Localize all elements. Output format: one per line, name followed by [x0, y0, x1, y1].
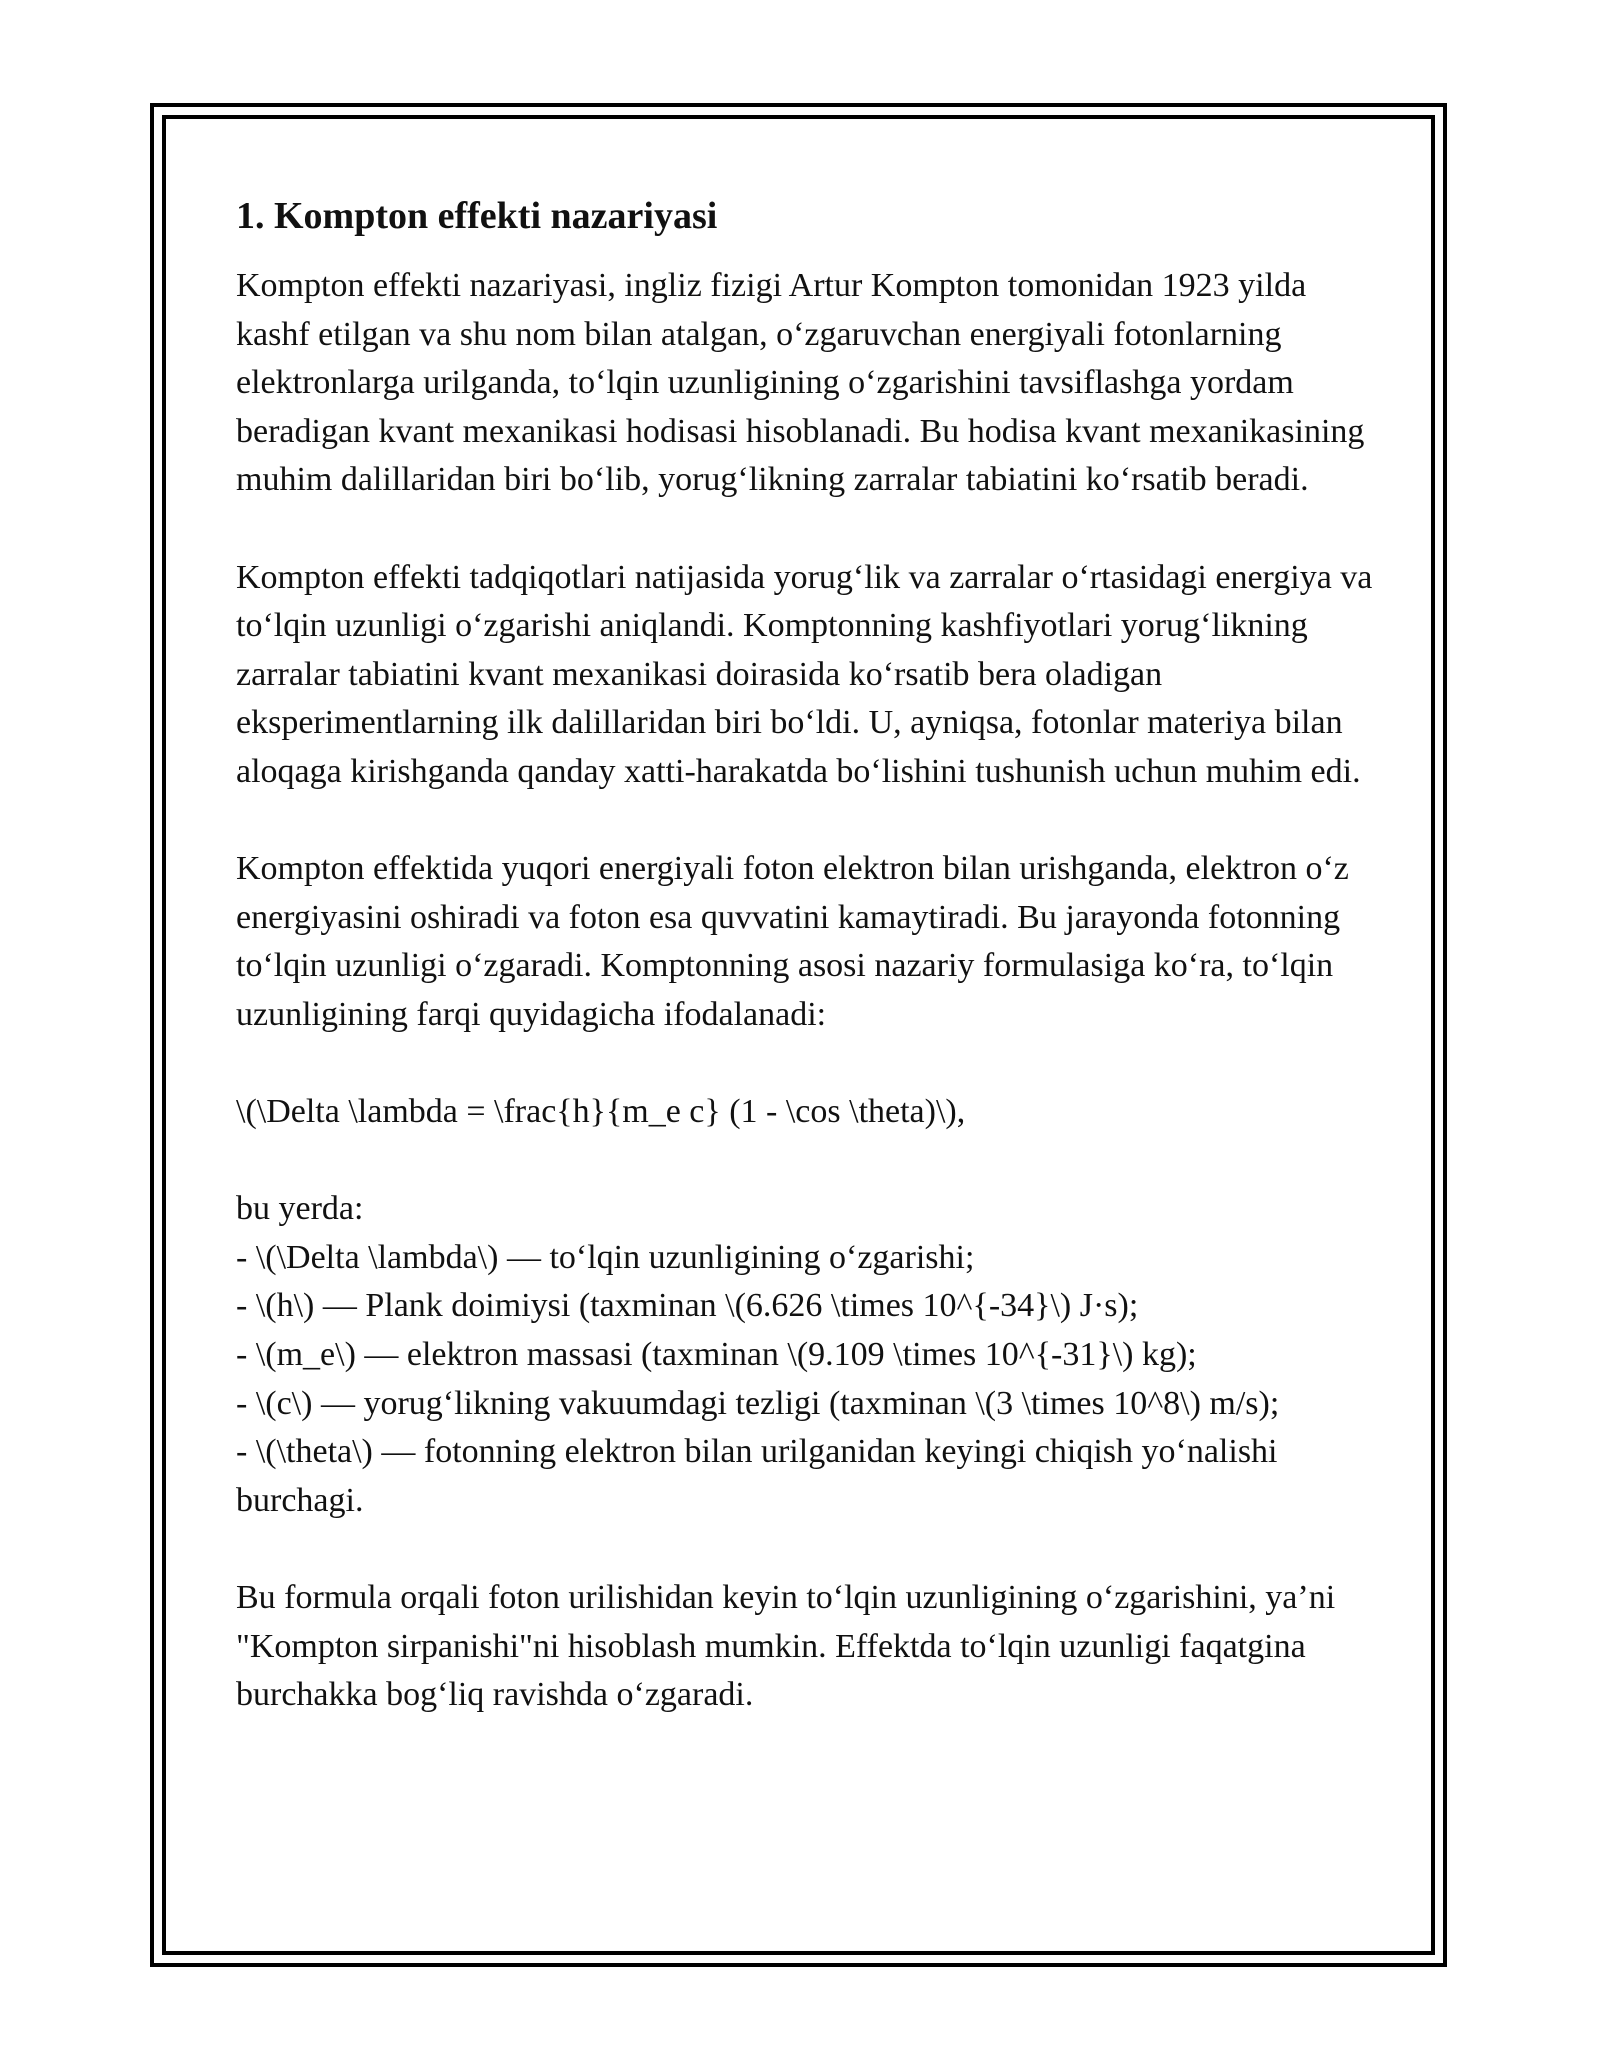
- paragraph-conclusion: Bu formula orqali foton urilishidan keyin to‘lqin uzunligining o‘zgarishini, ya’ni "Kompton sirpanishi"ni hisoblash mumkin. Effektda to‘lqin uzunligi faqatgina burchakka bog‘liq ravishda o‘zgaradi.: [236, 1579, 1336, 1714]
- paragraph-research: Kompton effekti tadqiqotlari natijasida yorug‘lik va zarralar o‘rtasidagi energiya va to‘lqin uzunligi o‘zgarishi aniqlandi. Komptonning kashfiyotlari yorug‘likning zarralar tabiatini kvant mexanikasi doirasida ko‘rsatib bera oladigan eksperimentlarning ilk dalillaridan biri bo‘ldi. U, ayniqsa, fotonlar materiya bilan aloqaga kirishganda qanday xatti-harakatda bo‘lishini tushunish uchun muhim edi.: [236, 558, 1373, 790]
- definition-item: - \(m_e\) — elektron massasi (taxminan \(9.109 \times 10^{-31}\) kg);: [236, 1336, 1197, 1374]
- document-body: [236, 188, 1386, 1720]
- paragraph-intro: Kompton effekti nazariyasi, ingliz fizigi Artur Kompton tomonidan 1923 yilda kashf etilgan va shu nom bilan atalgan, o‘zgaruvchan energiyali fotonlarning elektronlarga urilganda, to‘lqin uzunligining o‘zgarishini tavsiflashga yordam beradigan kvant mexanikasi hodisasi hisoblanadi. Bu hodisa kvant mexanikasining muhim dalillaridan biri bo‘lib, yorug‘likning zarralar tabiatini ko‘rsatib beradi.: [236, 267, 1365, 499]
- definition-item: - \(c\) — yorug‘likning vakuumdagi tezligi (taxminan \(3 \times 10^8\) m/s);: [236, 1384, 1280, 1422]
- formula: \(\Delta \lambda = \frac{h}{m_e c} (1 - \cos \theta)\),: [236, 1093, 966, 1131]
- definitions-intro: bu yerda:: [236, 1190, 364, 1228]
- formula-definitions: [236, 1185, 1386, 1525]
- definition-item: - \(\Delta \lambda\) — to‘lqin uzunligining o‘zgarishi;: [236, 1238, 975, 1276]
- definition-item: - \(h\) — Plank doimiysi (taxminan \(6.626 \times 10^{-34}\) J·s);: [236, 1287, 1139, 1325]
- paragraph-formula-intro: Kompton effektida yuqori energiyali foton elektron bilan urishganda, elektron o‘z energiyasini oshiradi va foton esa quvvatini kamaytiradi. Bu jarayonda fotonning to‘lqin uzunligi o‘zgaradi. Komptonning asosi nazariy formulasiga ko‘ra, to‘lqin uzunligining farqi quyidagicha ifodalanadi:: [236, 850, 1349, 1033]
- section-heading: 1. Kompton effekti nazariyasi: [236, 195, 718, 237]
- definition-item: - \(\theta\) — fotonning elektron bilan urilganidan keyingi chiqish yo‘nalishi burchagi.: [236, 1433, 1278, 1519]
